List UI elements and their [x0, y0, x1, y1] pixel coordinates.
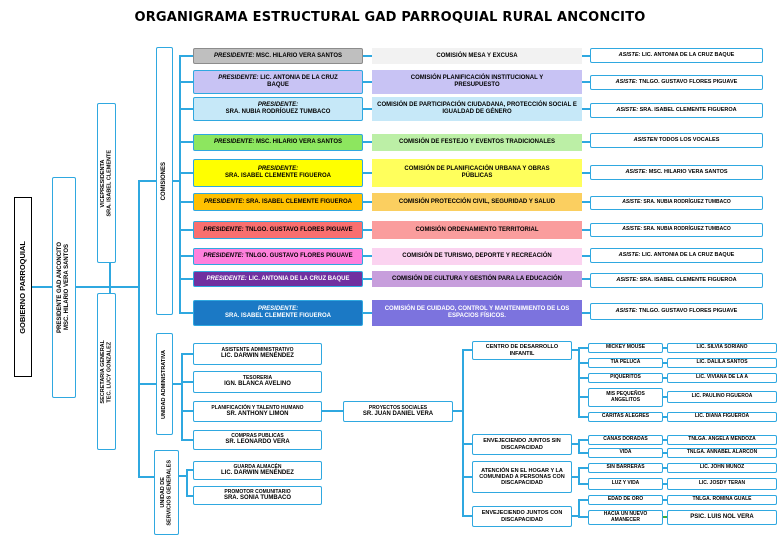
connector-line [186, 469, 193, 471]
connector-line [181, 381, 193, 383]
commission-name-box: COMISIÓN PROTECCIÓN CIVIL, SEGURIDAD Y SALUD [372, 193, 582, 211]
connector-line [582, 108, 590, 110]
box-secretaria-general [97, 293, 116, 450]
box-gobierno-parroquial [14, 197, 32, 377]
connector-line [181, 410, 193, 412]
secretaria-name: TEC. LUCY GONZALEZ [106, 341, 113, 402]
connector-line [578, 439, 588, 441]
teacher-box: LIC. JOHN MUÑOZ [667, 463, 777, 473]
connector-line [578, 396, 588, 398]
group-box: CARITAS ALEGRES [588, 412, 663, 422]
connector-line [179, 55, 193, 57]
service-unit-box: PROMOTOR COMUNITARIO SRA. SONIA TUMBACO [193, 486, 322, 505]
teacher-box: TNLGA. ROMINA GUALE [667, 495, 777, 505]
connector-line [462, 476, 472, 478]
group-box: MIS PEQUEÑOS ANGELITOS [588, 388, 663, 407]
connector-line [363, 141, 372, 143]
connector-line [582, 255, 590, 257]
connector-line [322, 410, 343, 412]
connector-line [138, 476, 154, 478]
teacher-box: LIC. VIVIANA DE LA A [667, 373, 777, 383]
group-box: SIN BARRERAS [588, 463, 663, 473]
page-title: ORGANIGRAMA ESTRUCTURAL GAD PARROQUIAL RURAL ANCONCITO [134, 10, 646, 25]
connector-line [582, 229, 590, 231]
secretaria-role: SECRETARIA GENERAL [100, 339, 107, 404]
teacher-box: LIC. DIANA FIGUEROA [667, 412, 777, 422]
group-box: MICKEY MOUSE [588, 343, 663, 353]
commission-name-box: COMISIÓN DE PLANIFICACIÓN URBANA Y OBRAS PÚBLICAS [372, 159, 582, 187]
box-comisiones [156, 47, 173, 315]
program-box: ENVEJECIENDO JUNTOS SIN DISCAPACIDAD [472, 434, 572, 455]
connector-line [179, 55, 181, 314]
commission-asiste-box: ASISTE: SRA. ISABEL CLEMENTE FIGUEROA [590, 103, 763, 118]
connector-line [582, 172, 590, 174]
connector-line [179, 278, 193, 280]
teacher-box: TNLGA. ANGELA MENDOZA [667, 435, 777, 445]
connector-line [179, 81, 193, 83]
commission-name-box: COMISIÓN ORDENAMIENTO TERRITORIAL [372, 221, 582, 239]
commission-asiste-box: ASISTE: LIC. ANTONIA DE LA CRUZ BAQUE [590, 48, 763, 63]
connector-line [179, 201, 193, 203]
commission-name-box: COMISIÓN MESA Y EXCUSA [372, 48, 582, 64]
commission-name-box: COMISIÓN DE CUIDADO, CONTROL Y MANTENIMIENTO DE LOS ESPACIOS FÍSICOS. [372, 300, 582, 326]
connector-line [186, 495, 193, 497]
connector-line [109, 263, 111, 293]
connector-line [179, 141, 193, 143]
connector-line [181, 353, 193, 355]
commission-asiste-box: ASISTE: SRA. ISABEL CLEMENTE FIGUEROA [590, 273, 763, 288]
connector-line [582, 278, 590, 280]
commission-name-box: COMISIÓN DE PARTICIPACIÓN CIUDADANA, PROTECCIÓN SOCIAL E IGUALDAD DE GÉNERO [372, 97, 582, 121]
connector-line [179, 312, 193, 314]
connector-line [578, 362, 588, 364]
connector-line [363, 255, 372, 257]
connector-line [578, 377, 588, 379]
connector-line [578, 347, 588, 349]
connector-line [578, 416, 588, 418]
admin-unit-box: COMPRAS PUBLICAS SR. LEONARDO VERA [193, 430, 322, 450]
connector-line [578, 516, 588, 518]
connector-line [76, 286, 139, 288]
connector-line [582, 201, 590, 203]
group-box: EDAD DE ORO [588, 495, 663, 505]
teacher-box: LIC. PAULINO FIGUEROA [667, 391, 777, 403]
commission-asiste-box: ASISTE: SRA. NUBIA RODRÍGUEZ TUMBACO [590, 196, 763, 210]
service-unit-box: GUARDA ALMACÉN LIC. DARWIN MENÉNDEZ [193, 461, 322, 480]
unidad-serv-l1: UNIDAD DE [160, 477, 167, 508]
commission-president-box: PRESIDENTE: LIC. ANTONIA DE LA CRUZ BAQUE [193, 70, 363, 94]
commission-president-box: PRESIDENTE: TNLGO. GUSTAVO FLORES PIGUAVE [193, 248, 363, 265]
connector-line [578, 483, 588, 485]
commission-asiste-box: ASISTE: LIC. ANTONIA DE LA CRUZ BAQUE [590, 248, 763, 263]
connector-line [578, 452, 588, 454]
commission-president-box: PRESIDENTE: TNLGO. GUSTAVO FLORES PIGUAVE [193, 221, 363, 239]
proyectos-sociales-box: PROYECTOS SOCIALES SR. JUAN DANIEL VERA [343, 401, 453, 422]
program-box: ENVEJECIENDO JUNTOS CON DISCAPACIDAD [472, 506, 572, 527]
box-vicepresidenta [97, 103, 116, 263]
box-unidad-administrativa [156, 333, 173, 435]
connector-line [363, 81, 372, 83]
vice-name: SRA. ISABEL CLEMENTE [106, 149, 113, 217]
connector-line [462, 443, 472, 445]
connector-line [462, 349, 464, 517]
connector-line [179, 172, 193, 174]
connector-line [138, 180, 140, 478]
connector-line [179, 108, 193, 110]
connector-line [363, 201, 372, 203]
connector-line [32, 286, 52, 288]
vice-role: VICEPRESIDENTA [100, 159, 107, 207]
connector-line [179, 229, 193, 231]
teacher-box: LIC. SILVIA SORIANO [667, 343, 777, 353]
group-box: VIDA [588, 448, 663, 458]
connector-line [363, 108, 372, 110]
connector-line [363, 278, 372, 280]
connector-line [582, 55, 590, 57]
commission-president-box: PRESIDENTE: SRA. ISABEL CLEMENTE FIGUEROA [193, 193, 363, 211]
connector-line [363, 172, 372, 174]
box-unidad-servicios-generales [154, 450, 179, 535]
group-box: CANAS DORADAS [588, 435, 663, 445]
commission-president-box: PRESIDENTE: MSC. HILARIO VERA SANTOS [193, 134, 363, 151]
commission-president-box: PRESIDENTE: MSC. HILARIO VERA SANTOS [193, 48, 363, 64]
commission-president-box: PRESIDENTE: SRA. NUBIA RODRÍGUEZ TUMBACO [193, 97, 363, 121]
presidente-role: PRESIDENTE GAD ANCONCITO [57, 241, 64, 333]
connector-line [363, 229, 372, 231]
teacher-box: LIC. JOSDY TERAN [667, 478, 777, 490]
commission-asiste-box: ASISTE: TNLGO. GUSTAVO FLORES PIGUAVE [590, 303, 763, 320]
teacher-box: LIC. DALILA SANTOS [667, 358, 777, 368]
commission-asiste-box: ASISTE: TNLGO. GUSTAVO FLORES PIGUAVE [590, 75, 763, 90]
connector-line [363, 312, 372, 314]
commission-name-box: COMISIÓN PLANIFICACIÓN INSTITUCIONAL Y PRESUPUESTO [372, 70, 582, 94]
connector-line [181, 439, 193, 441]
connector-line [363, 55, 372, 57]
teacher-box: TNLGA. ANNABEL ALARCON [667, 448, 777, 458]
commission-president-box: PRESIDENTE: SRA. ISABEL CLEMENTE FIGUEROA [193, 159, 363, 187]
program-box: ATENCIÓN EN EL HOGAR Y LA COMUNIDAD A PERSONAS CON DISCAPACIDAD [472, 461, 572, 493]
presidente-name: MSC. HILARIO VERA SANTOS [64, 244, 70, 331]
commission-president-box: PRESIDENTE: LIC. ANTONIA DE LA CRUZ BAQUE [193, 271, 363, 287]
gobierno-label: GOBIERNO PARROQUIAL [17, 240, 27, 334]
commission-asiste-box: ASISTE: SRA. NUBIA RODRÍGUEZ TUMBACO [590, 223, 763, 237]
admin-unit-box: TESORERIA IGN. BLANCA AVELINO [193, 371, 322, 393]
admin-unit-box: ASISTENTE ADMINISTRATIVO LIC. DARWIN MENÉNDEZ [193, 343, 322, 365]
connector-line [462, 515, 472, 517]
teacher-box: PSIC. LUIS NOL VERA [667, 510, 777, 525]
connector-line [578, 467, 588, 469]
unidad-admin-label: UNIDAD ADMINISTRATIVA [161, 349, 168, 419]
commission-name-box: COMISIÓN DE CULTURA Y GESTIÓN PARA LA EDUCACIÓN [372, 271, 582, 287]
admin-unit-box: PLANIFICACIÓN Y TALENTO HUMANO SR. ANTHONY LIMON [193, 401, 322, 422]
commission-name-box: COMISIÓN DE FESTEJO Y EVENTOS TRADICIONALES [372, 134, 582, 151]
comisiones-label: COMISIONES [161, 161, 168, 201]
connector-line [578, 347, 580, 418]
connector-line [582, 81, 590, 83]
unidad-serv-l2: SERVICIOS GENERALES [166, 459, 173, 526]
connector-line [462, 349, 472, 351]
connector-line [582, 141, 590, 143]
commission-asiste-box: ASISTEN TODOS LOS VOCALES [590, 133, 763, 148]
box-presidente-gad [52, 177, 76, 398]
group-box: LUZ Y VIDA [588, 478, 663, 490]
connector-line [179, 255, 193, 257]
connector-line [186, 469, 188, 497]
group-box: TIA PELUCA [588, 358, 663, 368]
commission-name-box: COMISIÓN DE TURISMO, DEPORTE Y RECREACIÓN [372, 248, 582, 265]
program-box: CENTRO DE DESARROLLO INFANTIL [472, 341, 572, 360]
connector-line [582, 312, 590, 314]
connector-line [181, 353, 183, 441]
group-box: PIQUERITOS [588, 373, 663, 383]
connector-line [138, 383, 156, 385]
commission-president-box: PRESIDENTE: SRA. ISABEL CLEMENTE FIGUEROA [193, 300, 363, 326]
commission-asiste-box: ASISTE: MSC. HILARIO VERA SANTOS [590, 165, 763, 180]
connector-line [578, 499, 588, 501]
group-box: HACIA UN NUEVO AMANECER [588, 510, 663, 525]
connector-line [138, 180, 156, 182]
